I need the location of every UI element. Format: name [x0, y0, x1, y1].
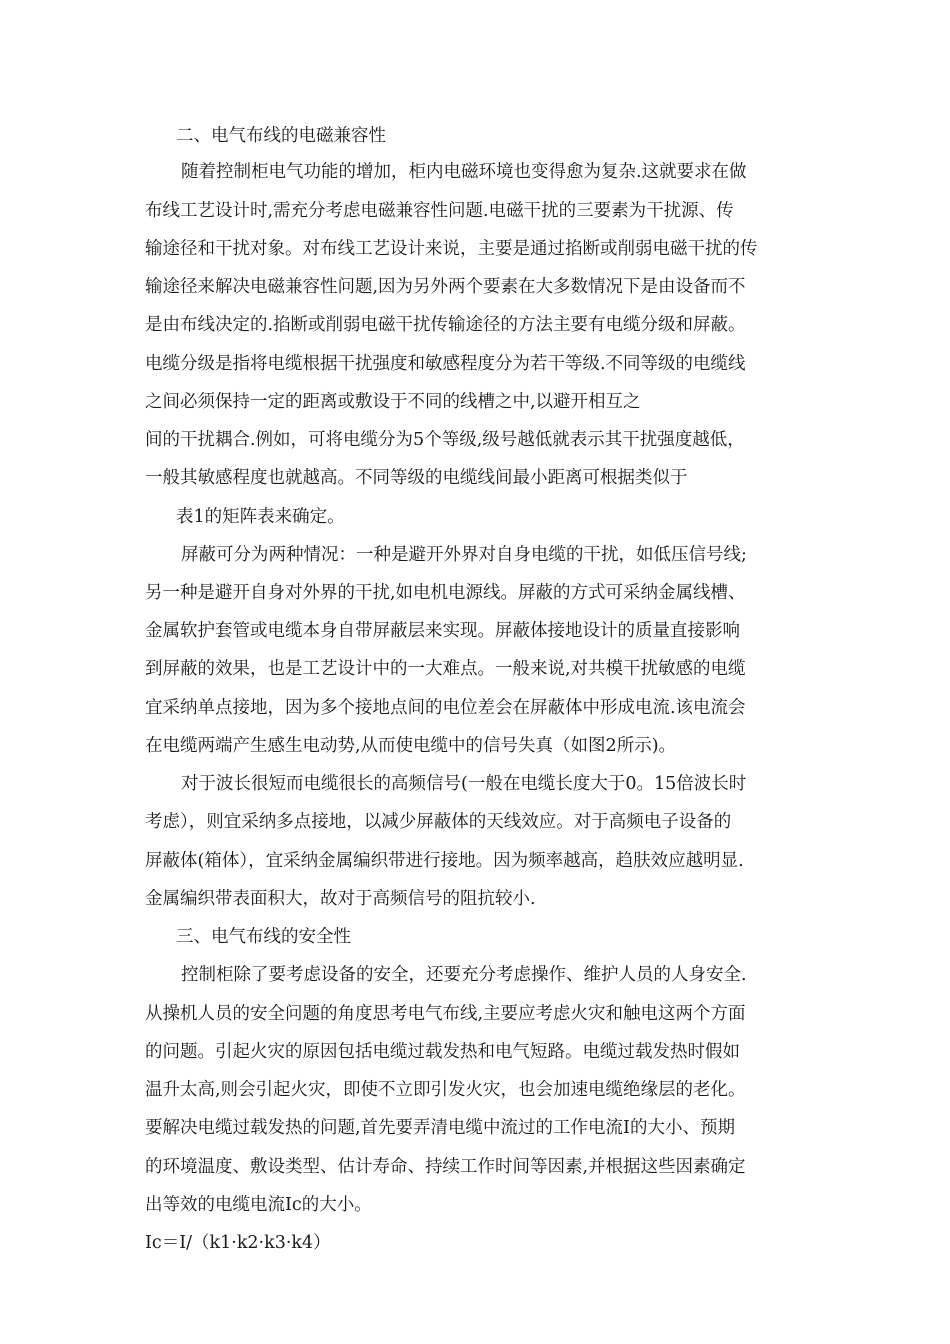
- text-line: 考虑），则宜采纳多点接地，以减少屏蔽体的天线效应。对于高频电子设备的: [145, 812, 732, 832]
- text-line: 输途径来解决电磁兼容性问题,因为另外两个要素在大多数情况下是由设备而不: [145, 277, 746, 297]
- text-line: 出等效的电缆电流Ⅰc的大小。: [145, 1195, 372, 1215]
- text-line: 另一种是避开自身对外界的干扰,如电机电源线。屏蔽的方式可采纳金属线槽、: [145, 583, 746, 603]
- text-line: 是由布线决定的.掐断或削弱电磁干扰传输途径的方法主要有电缆分级和屏蔽。: [145, 315, 746, 335]
- text-line: 一般其敏感程度也就越高。不同等级的电缆线间最小距离可根据类似于: [145, 468, 688, 488]
- text-line: 控制柜除了要考虑设备的安全，还要充分考虑操作、维护人员的人身安全.: [181, 965, 747, 985]
- text-line: 屏蔽体(箱体），宜采纳金属编织带进行接地。因为频率越高，趋肤效应越明显.: [145, 851, 744, 871]
- text-line: 在电缆两端产生感生电动势,从而使电缆中的信号失真（如图2所示)。: [145, 736, 677, 756]
- text-line: 要解决电缆过载发热的问题,首先要弄清电缆中流过的工作电流Ⅰ的大小、预期: [145, 1118, 735, 1138]
- text-line: 的问题。引起火灾的原因包括电缆过载发热和电气短路。电缆过载发热时假如: [145, 1042, 740, 1062]
- text-line: 随着控制柜电气功能的增加，柜内电磁环境也变得愈为复杂.这就要求在做: [181, 162, 747, 182]
- text-line: 表1的矩阵表来确定。: [176, 507, 345, 527]
- text-line: 屏蔽可分为两种情况：一种是避开外界对自身电缆的干扰，如低压信号线;: [181, 545, 747, 565]
- text-line: 输途径和干扰对象。对布线工艺设计来说，主要是通过掐断或削弱电磁干扰的传: [145, 239, 758, 259]
- text-line: 电缆分级是指将电缆根据干扰强度和敏感程度分为若干等级.不同等级的电缆线: [145, 354, 746, 374]
- text-line: 金属编织带表面积大，故对于高频信号的阻抗较小.: [145, 889, 536, 909]
- text-line: 的环境温度、敷设类型、估计寿命、持续工作时间等因素,并根据这些因素确定: [145, 1157, 746, 1177]
- text-line: 间的干扰耦合.例如，可将电缆分为5个等级,级号越低就表示其干扰强度越低，: [145, 430, 745, 450]
- text-line: 对于波长很短而电缆很长的高频信号(一般在电缆长度大于0。15倍波长时: [181, 774, 747, 794]
- section-heading-emc: 二、电气布线的电磁兼容性: [176, 126, 386, 146]
- text-line: 温升太高,则会引起火灾，即使不立即引发火灾，也会加速电缆绝缘层的老化。: [145, 1080, 746, 1100]
- text-line: 宜采纳单点接地，因为多个接地点间的电位差会在屏蔽体中形成电流.该电流会: [145, 698, 746, 718]
- text-line: 从操机人员的安全问题的角度思考电气布线,主要应考虑火灾和触电这两个方面: [145, 1004, 746, 1024]
- formula: Ⅰc＝Ⅰ/（k1·k2·k3·k4）: [145, 1233, 331, 1253]
- text-line: 金属软护套管或电缆本身自带屏蔽层来实现。屏蔽体接地设计的质量直接影响: [145, 621, 740, 641]
- text-line: 布线工艺设计时,需充分考虑电磁兼容性问题.电磁干扰的三要素为干扰源、传: [145, 201, 734, 221]
- section-heading-safety: 三、电气布线的安全性: [176, 927, 351, 947]
- text-line: 到屏蔽的效果，也是工艺设计中的一大难点。一般来说,对共模干扰敏感的电缆: [145, 659, 746, 679]
- text-line: 之间必须保持一定的距离或敷设于不同的线槽之中,以避开相互之: [145, 392, 641, 412]
